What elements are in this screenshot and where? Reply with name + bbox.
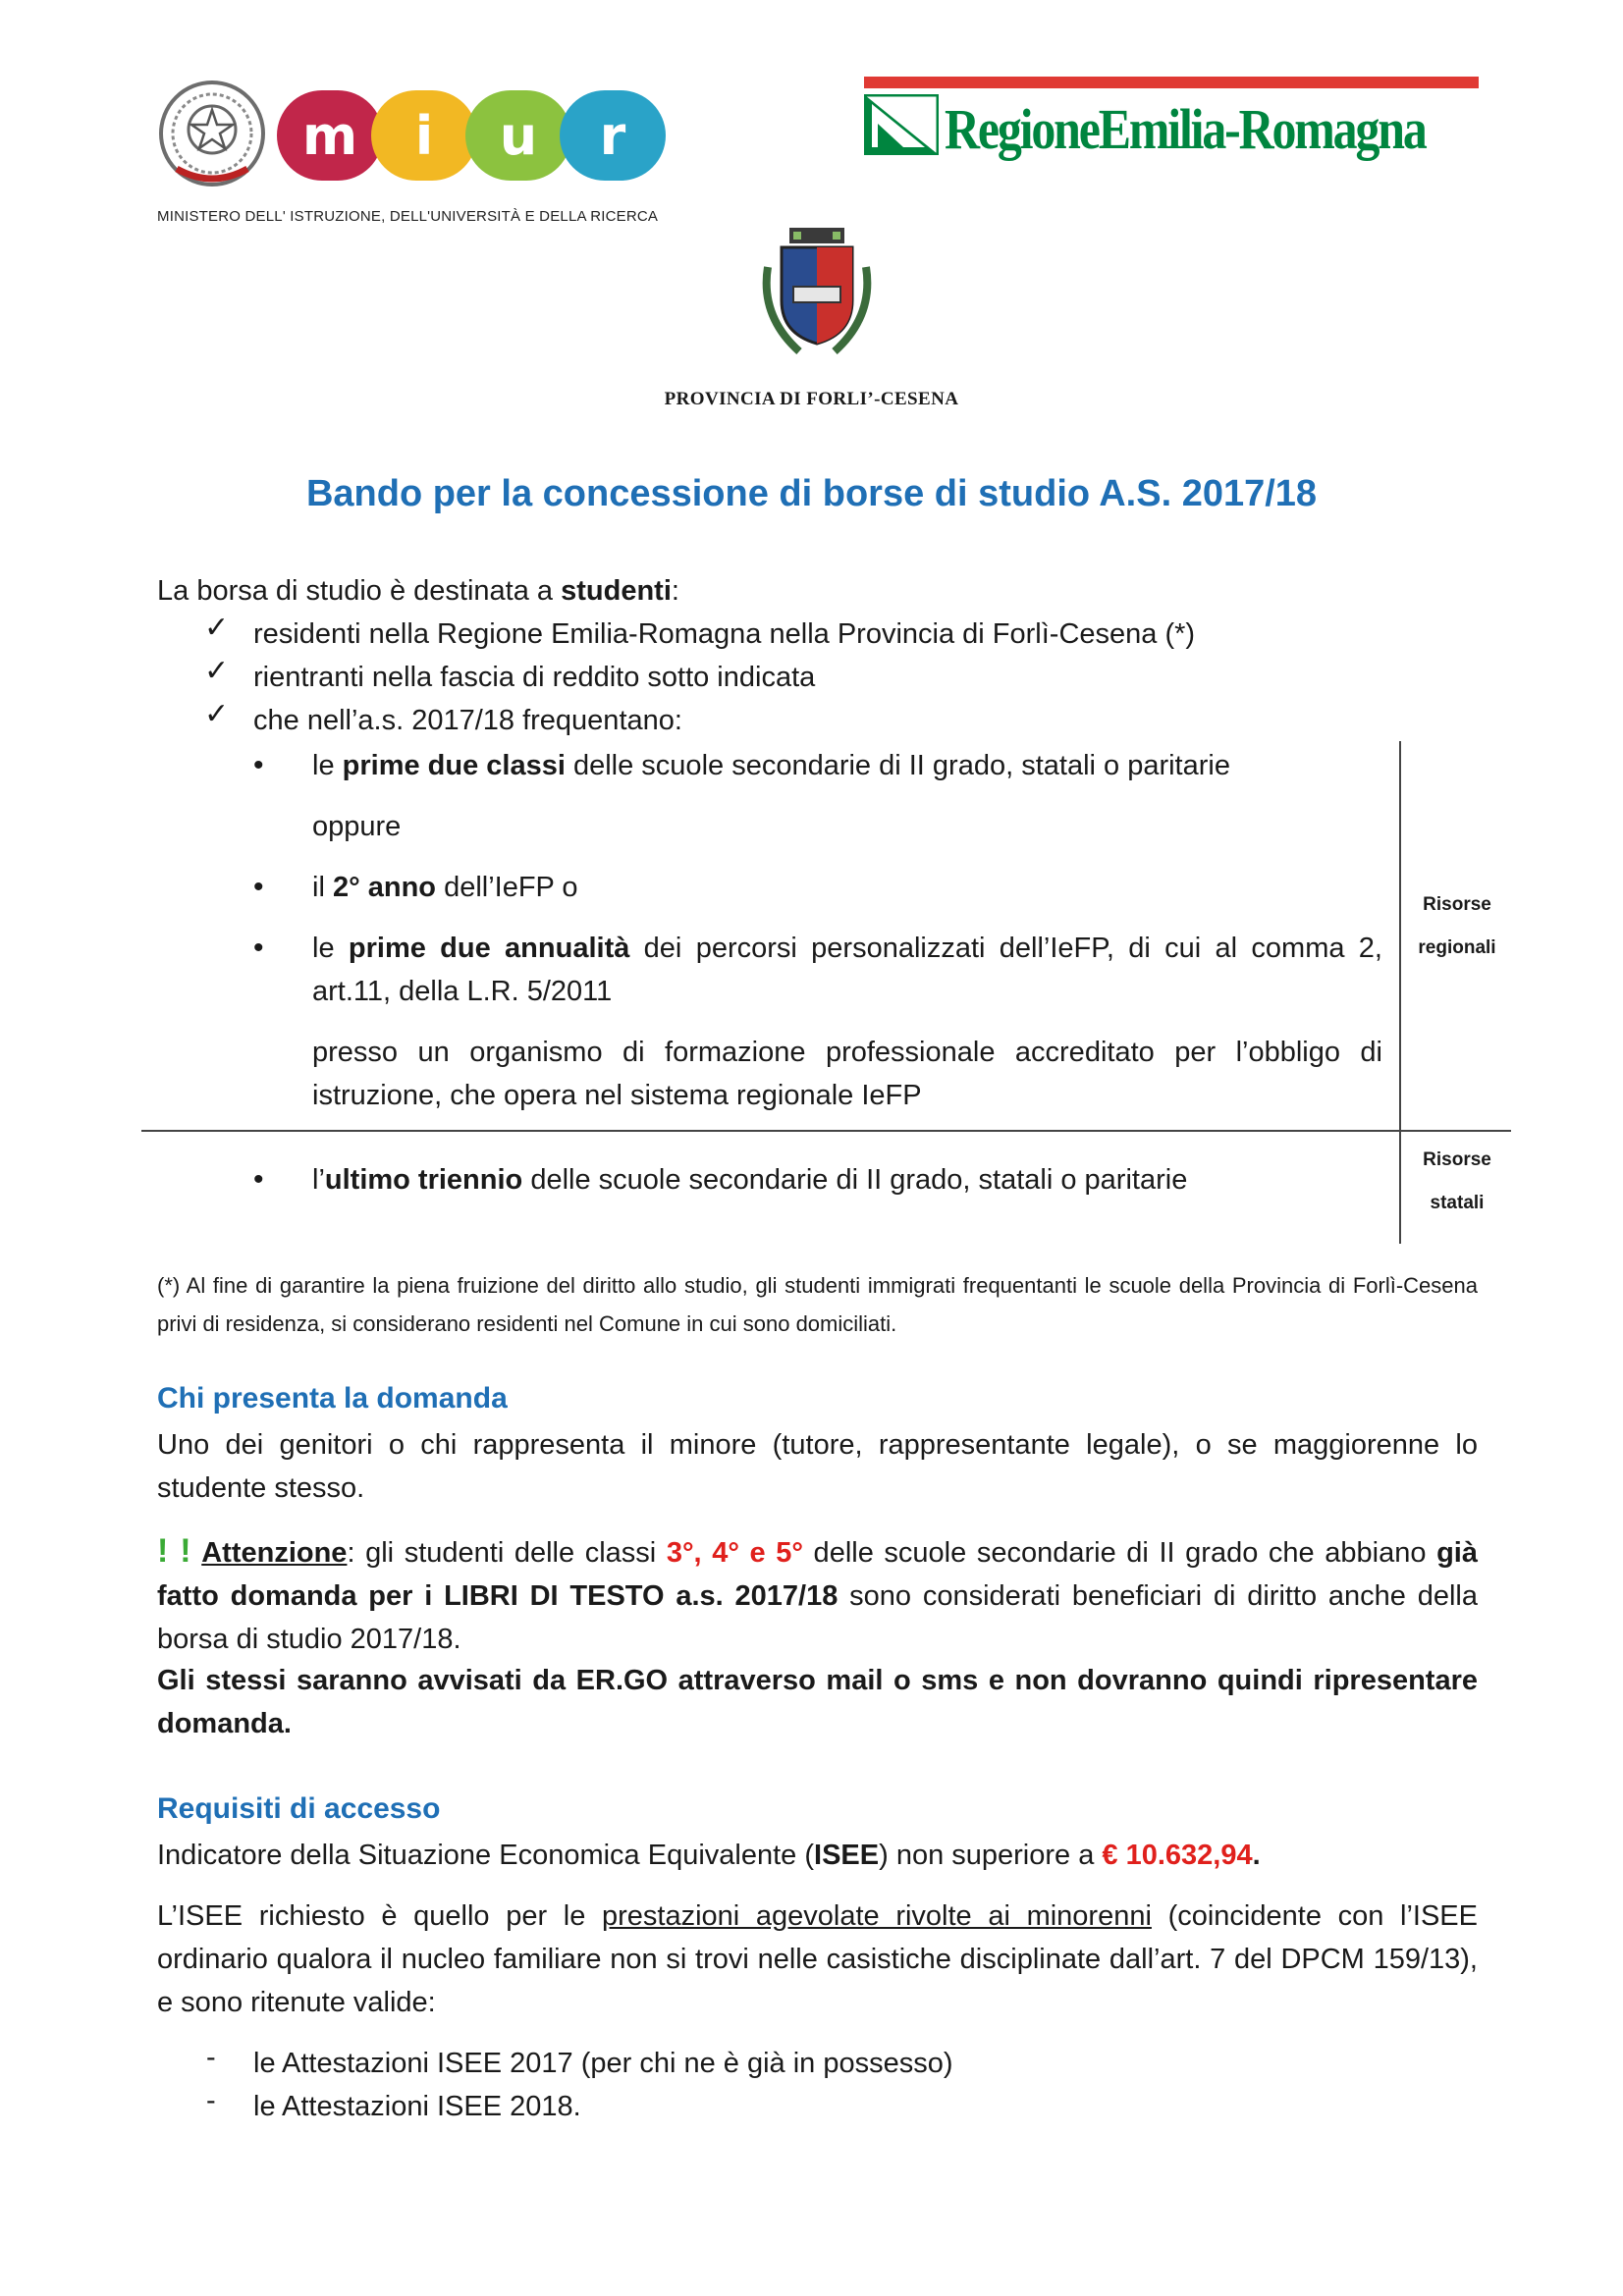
table-divider-horizontal [141, 1130, 1511, 1132]
side-label-regional: Risorse regionali [1418, 894, 1496, 958]
list-dash: - [206, 2085, 216, 2116]
regional-item: le prime due annualità dei percorsi personalizzati dell’IeFP, di cui al comma 2, art.11, della L.R. 5/2011 [312, 933, 1382, 1007]
footnote: (*) Al fine di garantire la piena fruizione del diritto allo studio, gli studenti immigrati frequentanti le scuole della Provincia di Forlì-Cesena privi di residenza, si considerano residenti nel Comune in cui sono domiciliati. [157, 1273, 1478, 1336]
page-title: Bando per la concessione di borse di studio A.S. 2017/18 [305, 473, 1318, 514]
attention-final: Gli stessi saranno avvisati da ER.GO attraverso mail o sms e non dovranno quindi ripresentare domanda. [157, 1665, 1478, 1739]
bullet-icon: • [253, 871, 264, 903]
region-flag-icon [864, 94, 939, 155]
bullet-icon: • [253, 1163, 264, 1196]
exclamation-icon: ! ! [157, 1532, 191, 1570]
regional-item-detail: presso un organismo di formazione professionale accreditato per l’obbligo di istruzione, che opera nel sistema regionale IeFP [312, 1037, 1382, 1111]
region-red-bar [864, 77, 1479, 88]
bullet-icon: • [253, 932, 264, 964]
isee-details: L’ISEE richiesto è quello per le prestazioni agevolate rivolte ai minorenni (coincidente con l’ISEE ordinario qualora il nucleo familiare non si trovi nelle casistiche disciplinate dall’art. 7 del DPCM 159/13), e sono ritenute valide: [157, 1900, 1478, 2018]
section-heading-requirements: Requisiti di accesso [157, 1792, 441, 1825]
checkmark-icon: ✓ [204, 698, 230, 730]
side-label-statal: Risorse statali [1423, 1149, 1491, 1213]
region-name: RegioneEmilia-Romagna [945, 97, 1426, 161]
regional-item: il 2° anno dell’IeFP o [312, 872, 578, 903]
section-heading-applicant: Chi presenta la domanda [157, 1382, 508, 1415]
intro-lead: La borsa di studio è destinata a studenti: [157, 575, 679, 607]
applicant-text: Uno dei genitori o chi rappresenta il minore (tutore, rappresentante legale), o se maggiorenne lo studente stesso. [157, 1429, 1478, 1504]
bullet-icon: • [253, 749, 264, 781]
list-dash: - [206, 2042, 216, 2073]
check-item: residenti nella Regione Emilia-Romagna nella Provincia di Forlì-Cesena (*) [253, 618, 1196, 650]
attention-paragraph: ! ! Attenzione: gli studenti delle classi 3°, 4° e 5° delle scuole secondarie di II grado che abbiano già fatto domanda per i LIBRI DI TESTO a.s. 2017/18 sono considerati beneficiari di diritto anche della borsa di studio 2017/18. [157, 1532, 1479, 1655]
miur-letter-u: u [465, 90, 571, 181]
checkmark-icon: ✓ [204, 612, 230, 644]
miur-letter-m: m [277, 90, 383, 181]
isee-list-item: le Attestazioni ISEE 2017 (per chi ne è già in possesso) [253, 2048, 953, 2079]
regional-item: le prime due classi delle scuole secondarie di II grado, statali o paritarie [312, 750, 1230, 781]
check-item: rientranti nella fascia di reddito sotto indicata [253, 662, 816, 693]
table-divider-vertical [1399, 741, 1401, 1130]
statal-item: l’ultimo triennio delle scuole secondarie di II grado, statali o paritarie [312, 1164, 1188, 1196]
province-name: PROVINCIA DI FORLI’-CESENA [664, 389, 959, 409]
check-item: che nell’a.s. 2017/18 frequentano: [253, 705, 682, 736]
miur-letter-i: i [371, 90, 477, 181]
oppure-text: oppure [312, 811, 402, 842]
checkmark-icon: ✓ [204, 655, 230, 687]
italian-republic-emblem [157, 79, 267, 188]
miur-caption: MINISTERO DELL' ISTRUZIONE, DELL'UNIVERSITÀ E DELLA RICERCA [157, 208, 659, 225]
miur-letter-r: r [560, 90, 666, 181]
province-coat-of-arms [760, 228, 874, 359]
table-divider-vertical [1399, 1132, 1401, 1244]
isee-requirement: Indicatore della Situazione Economica Equivalente (ISEE) non superiore a € 10.632,94. [157, 1840, 1261, 1871]
isee-list-item: le Attestazioni ISEE 2018. [253, 2091, 581, 2122]
